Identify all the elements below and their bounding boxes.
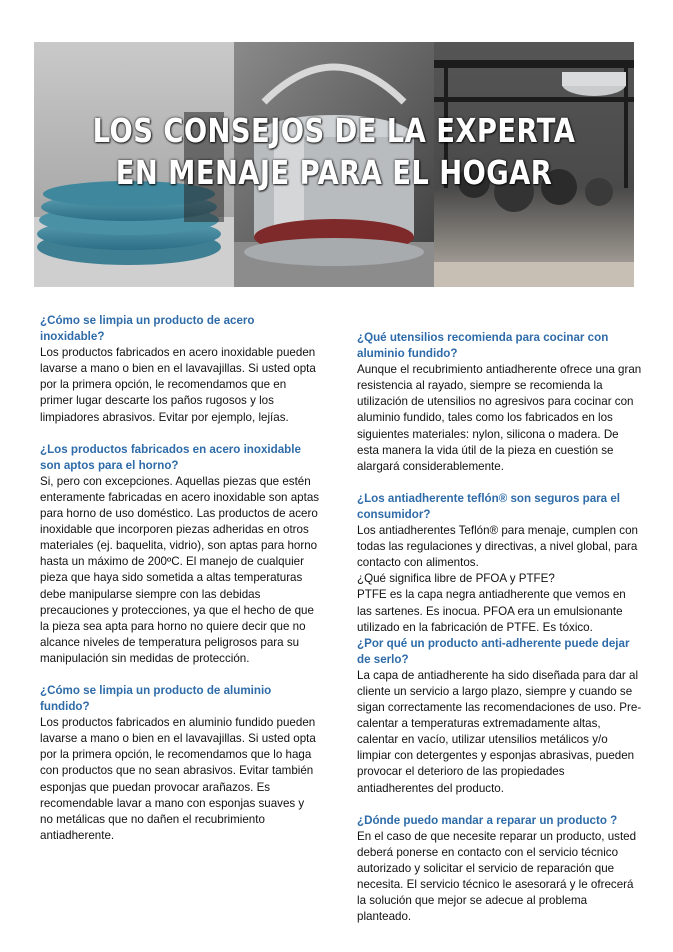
faq-question: ¿Cómo se limpia un producto de aluminio fundido? — [40, 683, 272, 714]
faq-answer: Los antiadherentes Teflón® para menaje, cumplen con todas las regulaciones y directivas, a nivel global, para contacto con alimentos. — [357, 524, 638, 570]
header-banner — [34, 42, 634, 287]
faq-question: ¿Cómo se limpia un producto de acero inoxidable? — [40, 314, 255, 344]
faq-teflon-safety — [357, 491, 642, 636]
faq-question: ¿Qué utensilios recomienda para cocinar con aluminio fundido? — [357, 331, 609, 361]
faq-question: ¿Por qué un producto anti-adherente puede dejar de serlo? — [357, 636, 630, 666]
faq-answer: Aunque el recubrimiento antiadherente ofrece una gran resistencia al rayado, siempre se recomienda la utilización de utensilios no agresivos para cocinar con aluminio fundido, tales como los fabricados en los siguientes materiales: nylon, silicona o madera. De esta manera la vida útil de la pieza en cuestión se alargará considerablemente. — [357, 363, 642, 473]
faq-answer: Si, pero con excepciones. Aquellas piezas que estén enteramente fabricadas en acero inoxidable son aptas para horno de uso doméstico. Las productos de acero inoxidable que incorporen piezas adheridas en otros materiales (ej. baquelita, vidrio), son aptas para horno hasta un máximo de 200ºC. El manejo de cualquier pieza que haya sido sometida a altas temperaturas debe manipularse siempre con las debidas precauciones y protecciones, ya que el hecho de que la pieza sea apta para horno no quiere decir que no alcance niveles de temperatura peligrosos para su manipulación sin medidas de protección. — [40, 474, 320, 665]
faq-question: ¿Los antiadherente teflón® son seguros para el consumidor? — [357, 491, 621, 521]
faq-stainless-oven — [40, 442, 320, 667]
faq-sub-question: ¿Qué significa libre de PFOA y PTFE? — [357, 572, 555, 586]
faq-question: ¿Los productos fabricados en acero inoxidable son aptos para el horno? — [40, 442, 301, 472]
faq-answer: En el caso de que necesite reparar un producto, usted deberá ponerse en contacto con el servicio técnico autorizado y solicitar el servicio de reparación que necesita. El servicio técnico le asesorará y le ofrecerá la solución que mejor se adecue al problema planteado. — [357, 829, 637, 924]
faq-question: ¿Dónde puedo mandar a reparar un producto ? — [357, 813, 618, 827]
faq-answer: Los productos fabricados en aluminio fundido pueden lavarse a mano o bien en el lavavajillas. Si usted opta por la primera opción, le recomendamos que lo haga con productos que no sean abrasivos. Evitar también esponjas que puedan provocar arañazos. Es recomendable lavar a mano con esponjas suaves y no metálicas que no dañen el recubrimiento antiadherente. — [40, 716, 316, 842]
faq-answer: Los productos fabricados en acero inoxidable pueden lavarse a mano o bien en el lavavajillas. Si usted opta por la primera opción, le recomendamos que en primer lugar descarte los paños rugosos y los limpiadores abrasivos. Evitar por ejemplo, lejías. — [40, 346, 316, 424]
faq-answer: La capa de antiadherente ha sido diseñada para dar al cliente un servicio a largo plazo, siempre y cuando se sigan correctamente las recomendaciones de uso. Pre-calentar a temperaturas extremadamente altas, calentar en vacío, utilizar utensilios metálicos y/o limpiar con detergentes y esponjas abrasivas, pueden provocar el deterioro de las propiedades antiadherentes del producto. — [357, 668, 642, 795]
banner-title — [85, 110, 583, 194]
faq-cast-aluminium-utensils — [357, 330, 642, 475]
faq-repair — [357, 813, 642, 926]
faq-non-stick-wear — [357, 636, 642, 797]
section-gap — [40, 426, 320, 442]
right-column — [357, 330, 642, 925]
section-gap — [40, 667, 320, 683]
banner-title-line2: EN MENAJE PARA EL HOGAR — [115, 153, 553, 192]
faq-cast-aluminium-cleaning — [40, 683, 320, 844]
section-gap — [357, 797, 642, 813]
faq-stainless-cleaning — [40, 313, 320, 426]
banner-title-line1: LOS CONSEJOS DE LA EXPERTA — [92, 111, 576, 150]
section-gap — [357, 475, 642, 491]
faq-sub-answer: PTFE es la capa negra antiadherente que vemos en las sartenes. Es inocua. PFOA era un emulsionante utilizado en la fabricación de PTFE. Es tóxico. — [357, 588, 626, 634]
left-column — [40, 313, 320, 844]
